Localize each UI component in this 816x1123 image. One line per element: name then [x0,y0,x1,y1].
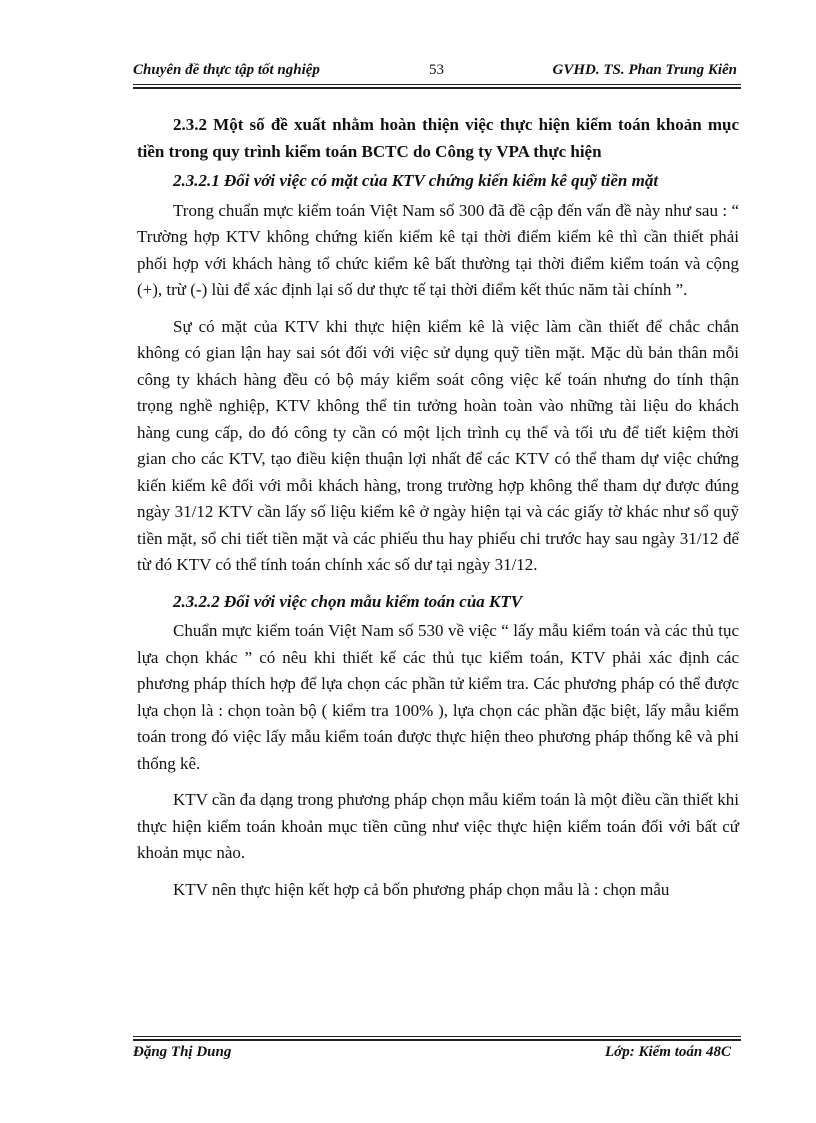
subsection-heading: 2.3.2.2 Đối với việc chọn mẫu kiểm toán của KTV [173,591,523,611]
header-title: Chuyên đề thực tập tốt nghiệp [133,62,320,78]
subsection-heading: 2.3.2.1 Đối với việc có mặt của KTV chứng kiến kiểm kê quỹ tiền mặt [173,171,659,190]
page-header [133,60,741,84]
footer-divider [133,1036,741,1041]
page-content [137,112,739,913]
header-supervisor: GVHD. TS. Phan Trung Kiên [552,62,737,78]
paragraph: Sự có mặt của KTV khi thực hiện kiểm kê là việc làm cần thiết để chắc chắn không có gian lận hay sai sót đối với việc sử dụng quỹ tiền mặt. Mặc dù bản thân mỗi công ty khách hàng đều có bộ máy kiểm soát công việc kế toán nhưng do tính thận trọng nghề nghiệp, KTV không thể tin tưởng hoàn toàn vào những tài liệu do khách hàng cung cấp, do đó công ty cần có một lịch trình cụ thể và tối ưu để tiết kiệm thời gian cho các KTV, tạo điều kiện thuận lợi nhất để các KTV có thể tham dự việc chứng kiến kiểm kê đối với mỗi khách hàng, trong trường hợp không thể tham dự được đúng ngày 31/12 KTV cần lấy số liệu kiểm kê ở ngày hiện tại và các giấy tờ khác như sổ quỹ tiền mặt, sổ chi tiết tiền mặt và các phiếu thu hay phiếu chi trước hay sau ngày 31/12 để từ đó KTV có thể tính toán chính xác số dư tại ngày 31/12. [137,316,739,574]
paragraph: KTV cần đa dạng trong phương pháp chọn mẫu kiểm toán là một điều cần thiết khi thực hiện kiểm toán khoản mục tiền cũng như việc thực hiện kiểm toán đối với bất cứ khoản mục nào. [137,790,739,862]
section-heading: 2.3.2 Một số đề xuất nhằm hoàn thiện việc thực hiện kiểm toán khoản mục tiền trong quy trình kiểm toán BCTC do Công ty VPA thực hiện [137,115,739,161]
footer-class: Lớp: Kiểm toán 48C [605,1044,731,1060]
paragraph: Trong chuẩn mực kiểm toán Việt Nam số 300 đã đề cập đến vấn đề này như sau : “ Trường hợp KTV không chứng kiến kiểm kê tại thời điểm kiểm kê thì cần thiết phải phối hợp với khách hàng tổ chức kiểm kê bất thường tại thời điểm kiểm toán và cộng (+), trừ (-) lùi để xác định lại số dư thực tế tại thời điểm kết thúc năm tài chính ”. [137,200,739,299]
paragraph: KTV nên thực hiện kết hợp cả bốn phương pháp chọn mẫu là : chọn mẫu [173,879,670,899]
page-number: 53 [429,62,444,78]
header-divider [133,84,741,89]
page-footer [133,1042,741,1066]
paragraph: Chuẩn mực kiểm toán Việt Nam số 530 về việc “ lấy mẫu kiểm toán và các thủ tục lựa chọn khác ” có nêu khi thiết kế các thủ tục kiểm toán, KTV phải xác định các phương pháp thích hợp để lựa chọn các phần tử kiểm tra. Các phương pháp có thể được lựa chọn là : chọn toàn bộ ( kiểm tra 100% ), lựa chọn các phần đặc biệt, lấy mẫu kiểm toán trong đó việc lấy mẫu kiểm toán được thực hiện theo phương pháp thống kê và phi thống kê. [137,621,739,773]
footer-author: Đặng Thị Dung [133,1044,232,1060]
